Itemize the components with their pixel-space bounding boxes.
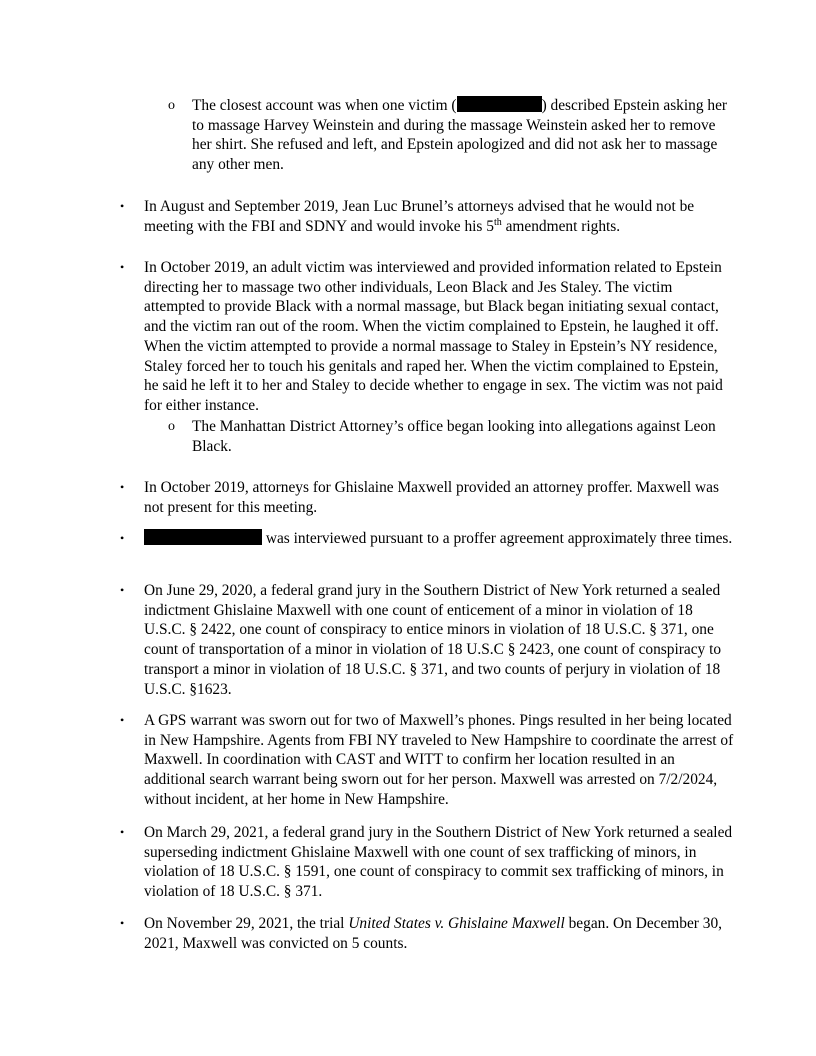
bullet-item: • On June 29, 2020, a federal grand jury in the Southern District of New York returned a sealed indictment Ghislaine Maxwell with one count of enticement of a minor in violation of 18 U.S.C. § 2422, one count of conspiracy to entice minors in violation of 18 U.S.C. § 371, one count of transportation of a minor in violation of 18 U.S.C § 2423, one count of conspiracy to transport a minor in violation of 18 U.S.C. § 371, and two counts of perjury in violation of 18 U.S.C. §1623.	[120, 582, 722, 698]
bullet-item: • A GPS warrant was sworn out for two of Maxwell’s phones. Pings resulted in her being located in New Hampshire. Agents from FBI NY traveled to New Hampshire to coordinate the arrest of Maxwell. In coordination with CAST and WITT to confirm her location resulted in an additional search warrant being sworn out for her person. Maxwell was arrested on 7/2/2024, without incident, at her home in New Hampshire.	[120, 712, 734, 808]
bullet-item: • On March 29, 2021, a federal grand jury in the Southern District of New York returned a sealed superseding indictment Ghislaine Maxwell with one count of sex trafficking of minors, in violation of 18 U.S.C. § 1591, one count of conspiracy to commit sex trafficking of minors, in violation of 18 U.S.C. § 371.	[120, 824, 733, 901]
sub-bullet-marker: o	[168, 98, 175, 113]
bullet-item: • In October 2019, an adult victim was interviewed and provided information related to Epstein directing her to massage two other individuals, Leon Black and Jes Staley. The victim attempted to provide Black with a normal massage, but Black began initiating sexual contact, and the victim ran out of the room. When the victim complained to Epstein, he laughed it off. When the victim attempted to provide a normal massage to Staley in Epstein’s NY residence, Staley forced her to touch his genitals and raped her. When the victim complained to Epstein, he said he left it to her and Staley to decide whether to engage in sex. The victim was not paid for either instance.	[120, 259, 723, 414]
bullet-marker: •	[120, 199, 125, 213]
sub-bullet-item: o The closest account was when one victim ( ) described Epstein asking her to massage Harvey Weinstein and during the massage Weinstein asked her to remove her shirt. She refused and left, and Epstein apologized and did not ask her to massage any other men.	[168, 97, 728, 174]
bullet-item: • On November 29, 2021, the trial United States v. Ghislaine Maxwell began. On December 30, 2021, Maxwell was convicted on 5 counts.	[120, 915, 723, 952]
sub-bullet-item: o The Manhattan District Attorney’s office began looking into allegations against Leon Black.	[168, 418, 716, 455]
sub-bullet-marker: o	[168, 419, 175, 434]
bullet-item: • In October 2019, attorneys for Ghislaine Maxwell provided an attorney proffer. Maxwell was not present for this meeting.	[120, 479, 719, 516]
bullet-marker: •	[120, 713, 125, 727]
bullet-marker: •	[120, 583, 125, 597]
bullet-item: • was interviewed pursuant to a proffer agreement approximately three times.	[120, 530, 733, 547]
bullet-marker: •	[120, 480, 125, 494]
bullet-marker: •	[120, 916, 125, 930]
redaction-block	[457, 96, 542, 112]
redaction-block	[144, 529, 262, 545]
bullet-marker: •	[120, 260, 125, 274]
bullet-marker: •	[120, 531, 125, 545]
bullet-item: • In August and September 2019, Jean Luc Brunel’s attorneys advised that he would not be meeting with the FBI and SDNY and would invoke his 5th amendment rights.	[120, 198, 695, 235]
bullet-marker: •	[120, 825, 125, 839]
